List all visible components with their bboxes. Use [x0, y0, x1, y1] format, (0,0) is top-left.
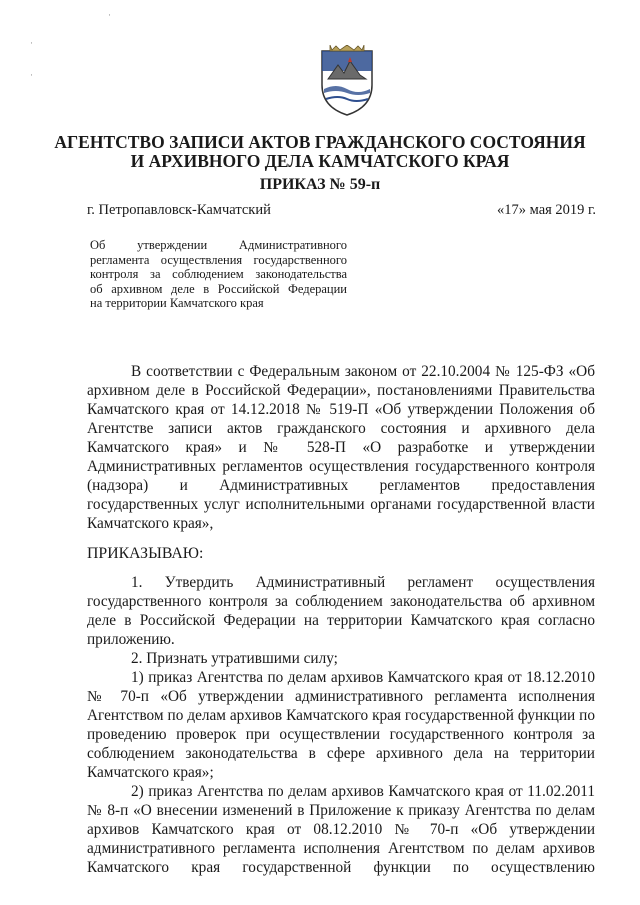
sub-item-2-line: архивов Камчатского края от 08.12.2010 № 70-п «Об утверждении — [87, 821, 595, 838]
sub-item-1-line: Камчатского края»; — [87, 764, 214, 781]
scan-mark: · — [30, 38, 33, 48]
order-word: ПРИКАЗЫВАЮ: — [87, 545, 204, 562]
preamble-line: Агентстве записи актов гражданского состояния и архивного дела — [87, 420, 595, 437]
order-subject — [90, 238, 347, 311]
order-date: «17» мая 2019 г. — [497, 202, 596, 218]
city: г. Петропавловск-Камчатский — [87, 202, 271, 218]
sub-item-2-line: административного регламента исполнения Агентством по делам архивов — [87, 840, 595, 857]
sub-item-2-line: 2) приказ Агентства по делам архивов Камчатского края от 11.02.2011 — [131, 783, 595, 800]
kamchatka-coat-of-arms-icon — [318, 45, 376, 117]
subject-line: на территории Камчатского края — [90, 296, 264, 311]
item-2-line: 2. Признать утратившими силу; — [131, 650, 338, 667]
preamble-line: Камчатского края», — [87, 515, 214, 532]
item-1-line: приложению. — [87, 631, 175, 648]
item-1-line: деле в Российской Федерации на территории Камчатского края согласно — [87, 612, 595, 629]
preamble-line: Камчатского края от 14.12.2018 № 519-П «Об утверждении Положения об — [87, 401, 595, 418]
preamble-line: Камчатского края» и № 528-П «О разработке и утверждении — [87, 439, 595, 456]
sub-item-2-line: № 8-п «О внесении изменений в Приложение к приказу Агентства по делам — [87, 802, 595, 819]
subject-line: контроля за соблюдением законодательства — [90, 267, 347, 282]
sub-item-1-line: 1) приказ Агентства по делам архивов Камчатского края от 18.12.2010 — [131, 669, 595, 686]
preamble-line: государственных услуг исполнительными органами государственной власти — [87, 496, 595, 513]
order-title: ПРИКАЗ № 59-п — [259, 176, 381, 193]
subject-line: регламента осуществления государственного — [90, 252, 347, 267]
scan-mark: · — [30, 70, 33, 80]
item-1-line: государственного контроля за соблюдением законодательства об архивном — [87, 593, 595, 610]
preamble-line: (надзора) и Административных регламентов предоставления — [87, 477, 595, 494]
sub-item-1-line: проведению проверок при осуществлении государственного контроля за — [87, 726, 595, 743]
agency-name-line-2: И АРХИВНОГО ДЕЛА КАМЧАТСКОГО КРАЯ — [130, 151, 510, 171]
sub-item-1-line: № 70-п «Об утверждении административного регламента исполнения — [87, 688, 595, 705]
subject-line: Об утверждении Административного — [90, 238, 347, 252]
agency-name-line-1: АГЕНТСТВО ЗАПИСИ АКТОВ ГРАЖДАНСКОГО СОСТОЯНИЯ — [54, 132, 586, 152]
preamble-line: архивном деле в Российской Федерации», постановлениями Правительства — [87, 382, 595, 399]
preamble-line: В соответствии с Федеральным законом от 22.10.2004 № 125-ФЗ «Об — [131, 363, 595, 380]
sub-item-1-line: соблюдением законодательства в сфере архивного дела на территории — [87, 745, 595, 762]
scan-mark: · — [108, 10, 111, 20]
sub-item-1-line: Агентством по делам архивов Камчатского края государственной функции по — [87, 707, 595, 724]
item-1-line: 1. Утвердить Административный регламент осуществления — [131, 574, 595, 591]
sub-item-2-line: Камчатского края государственной функции по осуществлению — [87, 859, 595, 876]
preamble-line: Административных регламентов осуществления государственного контроля — [87, 458, 595, 475]
subject-line: об архивном деле в Российской Федерации — [90, 281, 347, 296]
